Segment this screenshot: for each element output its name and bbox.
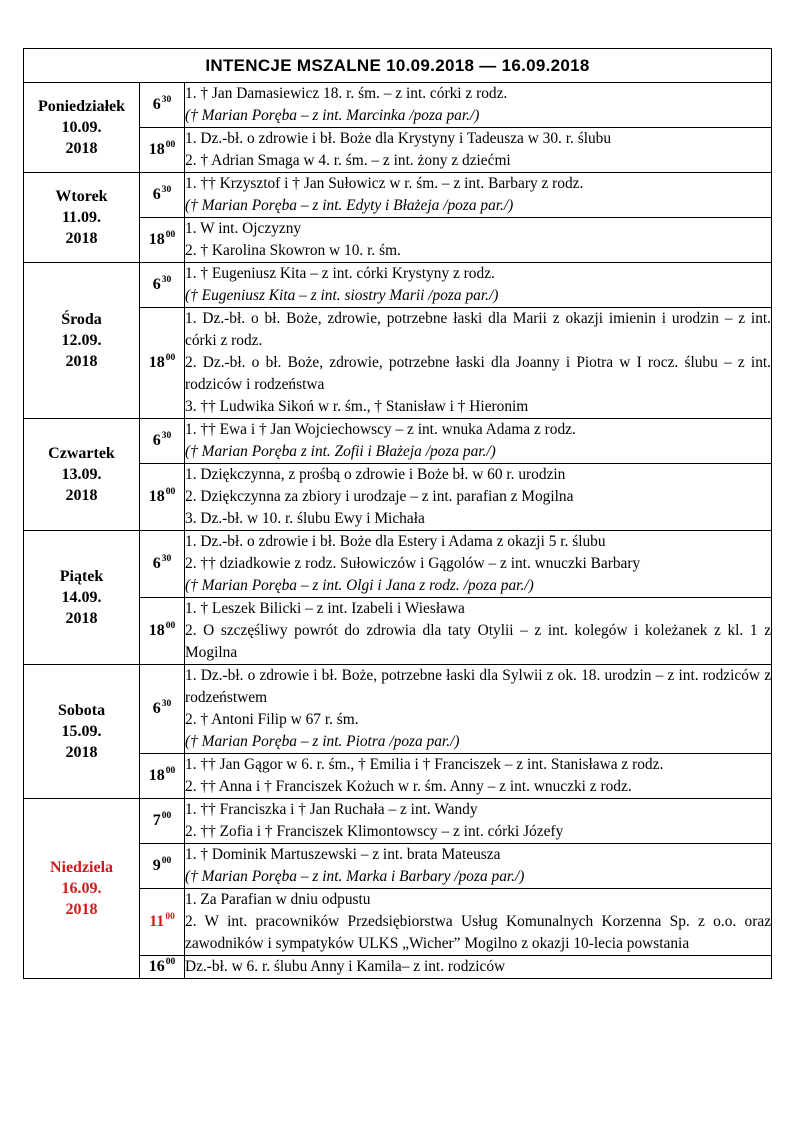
intention-line: 1. Za Parafian w dniu odpustu [185, 891, 371, 908]
mass-row [24, 665, 772, 754]
day-cell [24, 665, 140, 799]
mass-minutes: 00 [165, 912, 175, 922]
intention-line: 2. Dz.-bł. o bł. Boże, zdrowie, potrzebne łaski dla Joanny i Piotra w I rocz. ślubu – z int. rodziców i rodzeństwa [185, 354, 772, 393]
day-date: 13.09. [61, 466, 102, 483]
day-cell [24, 799, 140, 979]
day-year: 2018 [65, 487, 98, 504]
day-cell [24, 263, 140, 419]
intention-line: 1. † Dominik Martuszewski – z int. brata Mateusza [185, 846, 501, 863]
mass-time [140, 889, 185, 956]
page-title: INTENCJE MSZALNE 10.09.2018 — 16.09.2018 [24, 49, 772, 83]
day-name: Poniedziałek [37, 98, 126, 115]
intention-line: 1. † Eugeniusz Kita – z int. córki Krystyny z rodz. [185, 265, 495, 282]
intention-note: († Marian Poręba – z int. Marka i Barbary /poza par./) [185, 868, 525, 885]
day-name: Piątek [59, 568, 104, 585]
intentions-cell [185, 531, 772, 598]
intentions-cell [185, 419, 772, 464]
intention-line: 2. †† Zofia i † Franciszek Klimontowscy – z int. córki Józefy [185, 823, 564, 840]
day-cell [24, 83, 140, 173]
mass-minutes: 30 [161, 95, 172, 105]
mass-hour: 6 [152, 700, 161, 717]
mass-hour: 18 [148, 488, 165, 505]
intention-note: († Marian Poręba – z int. Piotra /poza par./) [185, 733, 460, 750]
mass-hour: 18 [148, 767, 165, 784]
intentions-cell [185, 173, 772, 218]
day-date: 15.09. [61, 723, 102, 740]
intention-line: 1. †† Krzysztof i † Jan Sułowicz w r. śm. – z int. Barbary z rodz. [185, 175, 584, 192]
day-name: Środa [61, 311, 102, 328]
mass-time [140, 844, 185, 889]
mass-time [140, 173, 185, 218]
day-cell [24, 173, 140, 263]
mass-time [140, 799, 185, 844]
mass-minutes: 30 [161, 185, 172, 195]
intention-line: 1. †† Franciszka i † Jan Ruchała – z int. Wandy [185, 801, 478, 818]
intention-note: († Marian Poręba – z int. Marcinka /poza par./) [185, 107, 480, 124]
intention-note: († Eugeniusz Kita – z int. siostry Marii /poza par./) [185, 287, 499, 304]
intention-line: 2. O szczęśliwy powrót do zdrowia dla taty Otylii – z int. kolegów i koleżanek z kl. 1 z Mogilna [185, 622, 772, 661]
day-name: Wtorek [55, 188, 108, 205]
mass-hour: 18 [148, 622, 165, 639]
day-name: Czwartek [48, 445, 115, 462]
intention-line: 1. W int. Ojczyzny [185, 220, 302, 237]
day-date: 11.09. [61, 209, 102, 226]
intention-note: († Marian Poręba – z int. Olgi i Jana z rodz. /poza par./) [185, 577, 534, 594]
intentions-cell [185, 128, 772, 173]
intention-line: 1. †† Jan Gągor w 6. r. śm., † Emilia i † Franciszek – z int. Stanisława z rodz. [185, 756, 664, 773]
mass-time [140, 218, 185, 263]
mass-hour: 6 [152, 432, 161, 449]
day-date: 16.09. [61, 880, 102, 897]
intention-line: 3. Dz.-bł. w 10. r. ślubu Ewy i Michała [185, 510, 425, 527]
intention-line: 2. †† Anna i † Franciszek Kożuch w r. śm. Anny – z int. wnuczki z rodz. [185, 778, 632, 795]
day-year: 2018 [65, 610, 98, 627]
mass-hour: 6 [152, 555, 161, 572]
intention-line: 2. † Antoni Filip w 67 r. śm. [185, 711, 359, 728]
mass-time [140, 308, 185, 419]
day-cell [24, 531, 140, 665]
mass-hour: 6 [152, 186, 161, 203]
mass-time [140, 531, 185, 598]
mass-hour: 18 [148, 231, 165, 248]
intentions-cell [185, 83, 772, 128]
intention-line: 2. Dziękczynna za zbiory i urodzaje – z int. parafian z Mogilna [185, 488, 574, 505]
mass-time [140, 598, 185, 665]
intentions-cell [185, 464, 772, 531]
mass-hour: 6 [152, 96, 161, 113]
intention-line: 2. W int. pracowników Przedsiębiorstwa Usług Komunalnych Korzenna Sp. z o.o. oraz zawodników i sympatyków ULKS „Wicher” Mogilno z okazji 10-lecia powstania [185, 913, 772, 952]
intention-line: 1. † Leszek Bilicki – z int. Izabeli i Wiesława [185, 600, 465, 617]
day-year: 2018 [65, 744, 98, 761]
intention-line: 1. Dz.-bł. o zdrowie i bł. Boże dla Krystyny i Tadeusza w 30. r. ślubu [185, 130, 612, 147]
intentions-cell [185, 308, 772, 419]
day-year: 2018 [65, 901, 98, 918]
intention-line: 1. Dziękczynna, z prośbą o zdrowie i Boże bł. w 60 r. urodzin [185, 466, 566, 483]
intention-line: Dz.-bł. w 6. r. ślubu Anny i Kamila– z int. rodziców [185, 958, 506, 975]
intention-note: († Marian Poręba – z int. Edyty i Błażeja /poza par./) [185, 197, 514, 214]
intention-line: 1. Dz.-bł. o zdrowie i bł. Boże dla Estery i Adama z okazji 5 r. ślubu [185, 533, 606, 550]
mass-hour: 11 [149, 913, 165, 930]
mass-row [24, 531, 772, 598]
mass-time [140, 263, 185, 308]
mass-hour: 18 [148, 354, 165, 371]
day-year: 2018 [65, 140, 98, 157]
mass-minutes: 00 [161, 856, 172, 866]
mass-hour: 7 [152, 812, 161, 829]
intention-line: 3. †† Ludwika Sikoń w r. śm., † Stanisław i † Hieronim [185, 398, 529, 415]
day-year: 2018 [65, 230, 98, 247]
mass-time [140, 956, 185, 979]
mass-time [140, 128, 185, 173]
day-name: Sobota [57, 702, 106, 719]
mass-row [24, 83, 772, 128]
mass-minutes: 00 [165, 957, 176, 967]
mass-row [24, 419, 772, 464]
mass-time [140, 665, 185, 754]
intentions-cell [185, 799, 772, 844]
mass-hour: 16 [148, 958, 165, 975]
mass-time [140, 754, 185, 799]
mass-minutes: 00 [161, 811, 172, 821]
intentions-cell [185, 956, 772, 979]
mass-hour: 9 [152, 857, 161, 874]
intention-line: 1. Dz.-bł. o bł. Boże, zdrowie, potrzebne łaski dla Marii z okazji imienin i urodzin – z int. córki z rodz. [185, 310, 772, 349]
intention-line: 1. Dz.-bł. o zdrowie i bł. Boże, potrzebne łaski dla Sylwii z ok. 18. urodzin – z int. rodziców z rodzeństwem [185, 667, 772, 706]
mass-minutes: 00 [165, 621, 176, 631]
mass-minutes: 00 [165, 230, 176, 240]
schedule-body [24, 83, 772, 979]
mass-time [140, 83, 185, 128]
mass-row [24, 173, 772, 218]
mass-minutes: 30 [161, 431, 172, 441]
mass-row [24, 263, 772, 308]
day-year: 2018 [65, 353, 98, 370]
intention-note: († Marian Poręba z int. Zofii i Błażeja /poza par./) [185, 443, 496, 460]
mass-minutes: 00 [165, 487, 176, 497]
intentions-cell [185, 844, 772, 889]
day-cell [24, 419, 140, 531]
intentions-cell [185, 598, 772, 665]
mass-minutes: 30 [161, 275, 172, 285]
day-date: 14.09. [61, 589, 102, 606]
intentions-cell [185, 889, 772, 956]
intention-line: 1. †† Ewa i † Jan Wojciechowscy – z int. wnuka Adama z rodz. [185, 421, 576, 438]
intentions-cell [185, 754, 772, 799]
mass-time [140, 464, 185, 531]
mass-minutes: 00 [165, 766, 176, 776]
day-date: 10.09. [61, 119, 102, 136]
mass-intentions-table [23, 48, 772, 979]
day-date: 12.09. [61, 332, 102, 349]
day-name: Niedziela [49, 859, 114, 876]
mass-time [140, 419, 185, 464]
mass-minutes: 00 [165, 140, 176, 150]
intention-line: 2. † Karolina Skowron w 10. r. śm. [185, 242, 401, 259]
intentions-cell [185, 263, 772, 308]
mass-minutes: 00 [165, 353, 176, 363]
mass-minutes: 30 [161, 554, 172, 564]
intention-line: 2. †† dziadkowie z rodz. Sułowiczów i Gągolów – z int. wnuczki Barbary [185, 555, 641, 572]
mass-row [24, 799, 772, 844]
intentions-cell [185, 665, 772, 754]
intention-line: 2. † Adrian Smaga w 4. r. śm. – z int. żony z dziećmi [185, 152, 511, 169]
intentions-cell [185, 218, 772, 263]
mass-hour: 18 [148, 141, 165, 158]
mass-hour: 6 [152, 276, 161, 293]
mass-minutes: 30 [161, 699, 172, 709]
intention-line: 1. † Jan Damasiewicz 18. r. śm. – z int. córki z rodz. [185, 85, 508, 102]
